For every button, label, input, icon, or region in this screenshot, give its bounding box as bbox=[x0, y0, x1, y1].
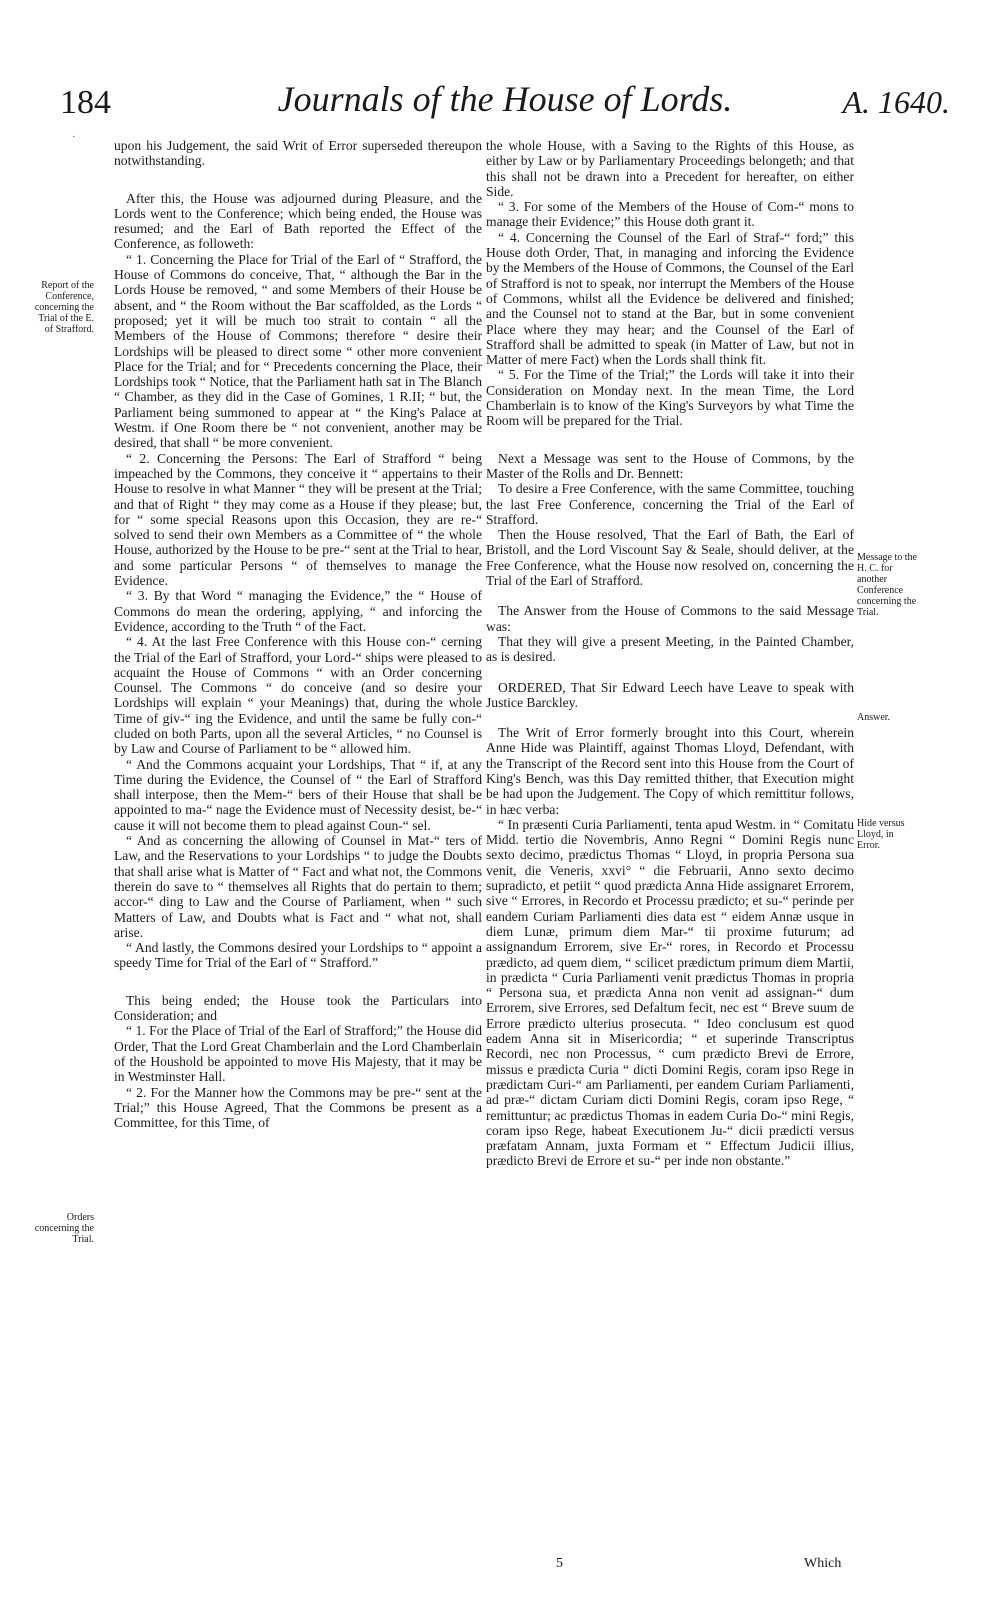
paragraph: After this, the House was adjourned during Pleasure, and the Lords went to the Conference; which being ended, the House was resumed; and the Earl of Bath reported the Effect of the Conference, as followeth: bbox=[114, 190, 482, 252]
paragraph: The Writ of Error formerly brought into this Court, wherein Anne Hide was Plaintiff, against Thomas Lloyd, Defendant, with the Transcript of the Record sent into this House from the Court of King's Bench, was this Day remitted thither, that Execution might be had upon the Judgement. The Copy of which remittitur follows, in hæc verba: bbox=[486, 725, 854, 817]
paragraph: “ 1. Concerning the Place for Trial of the Earl of “ Strafford, the House of Commons do conceive, That, “ although the Bar in the Lords House be removed, “ and some Members of their House be absent, and “ the Room without the Bar scaffolded, as the Lords “ proposed; yet it will be much too strait to contain “ all the Members of the House of Commons; therefore “ desire their Lordships will be pleased to direct some “ other more convenient Place for the Trial; and for “ Precedents concerning the Place, their Lordships took “ Notice, that the Parliament hath sat in The Blanch “ Chamber, as they did in the Case of Gomines, 1 R.II; “ but, the Parliament being summoned to appear at “ the King's Palace at Westm. if One Room there be “ not convenient, another may be desired, that shall “ be more convenient. bbox=[114, 251, 482, 451]
paragraph: “ 4. At the last Free Conference with this House con-“ cerning the Trial of the Earl of Strafford, your Lord-“ ships were pleased to acquaint the House of Commons “ with an Order concerning Counsel. The Commons “ do conceive (and so desire your Lordships will explain “ your Meanings) that, during the whole Time of giv-“ ing the Evidence, and until the same be fully con-“ cluded on both Parts, upon all the several Articles, “ no Counsel is by Law and Course of Parliament to be “ allowed him. bbox=[114, 634, 482, 757]
paragraph: upon his Judgement, the said Writ of Error superseded thereupon notwithstanding. bbox=[114, 138, 482, 169]
dot-mark: · bbox=[72, 132, 76, 143]
right-column bbox=[486, 138, 854, 1169]
margin-note-message: Message to the H. C. for another Conference concerning the Trial. bbox=[857, 552, 917, 618]
paragraph: “ 3. By that Word “ managing the Evidence,” the “ House of Commons do mean the ordering, applying, “ and inforcing the Evidence, according to the Truth “ of the Fact. bbox=[114, 588, 482, 634]
page-year: A. 1640. bbox=[842, 84, 950, 120]
margin-note-hide: Hide versus Lloyd, in Error. bbox=[857, 818, 905, 851]
paragraph: “ And lastly, the Commons desired your Lordships to “ appoint a speedy Time for Trial of the Earl of “ Strafford.” bbox=[114, 940, 482, 971]
paragraph: “ And the Commons acquaint your Lordships, That “ if, at any Time during the Evidence, the Counsel of “ the Earl of Strafford shall interpose, then the Mem-“ bers of their House that shall be appointed to ma-“ nage the Evidence must of Necessity desist, be-“ cause it will not become them to plead against Coun-“ sel. bbox=[114, 756, 482, 833]
paragraph: the whole House, with a Saving to the Rights of this House, as either by Law or by Parliamentary Proceedings belongeth; and that this shall not be drawn into a Precedent for hereafter, on either Side. bbox=[486, 138, 854, 199]
page-title: Journals of the House of Lords. bbox=[277, 79, 733, 119]
paragraph: Next a Message was sent to the House of Commons, by the Master of the Rolls and Dr. Bennett: bbox=[486, 450, 854, 481]
paragraph: “ In præsenti Curia Parliamenti, tenta apud Westm. in “ Comitatu Midd. tertio die Novembris, Anno Regni “ Domini Regis nunc sexto decimo, prædictus Thomas “ Lloyd, in propria Persona sua venit, die Veneris, xxvi° “ die Februarii, Anno sexto decimo supradicto, et petiit “ quod prædicta Anna Hide assignaret Errorem, sive “ Errores, in Recordo et Processu prædicto; et su-“ perinde per eandem Curiam Parliamenti dies data est “ eidem Annæ usque in diem Lunæ, primum diem Mar-“ tii proxime futurum; ad assignandum Errorem, sive Er-“ rores, in Recordo et Processu prædicto, ad quem diem, “ scilicet prædictum primum diem Martii, in prædicta “ Curia Parliamenti venit prædictus Thomas in propria “ Persona sua, et prædicta Anna non venit ad assignan-“ dum Errorem, sive Errores, sed Defaltum fecit, nec est “ Breve suum de Errore prædicto ulterius prosecuta. “ Ideo conclusum est quod eadem Anna sit in Misericordia; “ et superinde Transcriptus Recordi, nec non Processus, “ cum prædicto Brevi de Errore, missus e prædicta Curia “ dicti Domini Regis, coram ipso Rege in prædictam Curi-“ am Parliamenti, per eandem Curiam Parliamenti, ad præ-“ dictam Curiam dicti Domini Regis, coram ipso Rege, “ remittuntur; ac prædictus Thomas in eadem Curia Do-“ mini Regis, coram ipso Rege, habeat Executionem Ju-“ dicii prædicti versus præfatam Annam, juxta Formam et “ Effectum Judicii illius, prædicto Brevi de Errore et su-“ per inde non obstante.” bbox=[486, 816, 854, 1169]
paragraph: “ 4. Concerning the Counsel of the Earl of Straf-“ ford;” this House doth Order, That, in managing and inforcing the Evidence by the Members of the House of Commons, the Counsel of the Earl of Strafford is not to speak, nor interrupt the Members of the House of Commons, whilst all the Evidence be delivered and finished; and the Counsel not to stand at the Bar, but in some convenient Place where they may hear; and the Counsel of the Earl of Strafford shall be admitted to speak (in Matter of Law, but not in Matter of mere Fact) when the Lords shall think fit. bbox=[486, 229, 854, 368]
paragraph: The Answer from the House of Commons to the said Message was: bbox=[486, 603, 854, 634]
paragraph: That they will give a present Meeting, in the Painted Chamber, as is desired. bbox=[486, 633, 854, 665]
paragraph: “ 3. For some of the Members of the House of Com-“ mons to manage their Evidence;” this House doth grant it. bbox=[486, 199, 854, 230]
paragraph: “ 2. Concerning the Persons: The Earl of Strafford “ being impeached by the Commons, they conceive it “ appertains to their House to resolve in what Manner “ they will be present at the Trial; and that of Right “ they may come as a House if they please; but, for “ some special Reasons upon this Occasion, they are re-“ solved to send their own Members as a Committee of “ the whole House, authorized by the House to be pre-“ sent at the Trial to hear, and some particular Persons “ of themselves to manage the Evidence. bbox=[114, 450, 482, 589]
catchword: Which bbox=[804, 1556, 842, 1571]
paragraph: ORDERED, That Sir Edward Leech have Leave to speak with Justice Barckley. bbox=[486, 679, 854, 710]
page-header bbox=[60, 78, 950, 130]
paragraph: “ 2. For the Manner how the Commons may be pre-“ sent at the Trial;” this House Agreed, That the Commons be present as a Committee, for this Time, of bbox=[114, 1084, 482, 1131]
paragraph: “ 5. For the Time of the Trial;” the Lords will take it into their Consideration on Monday next. In the mean Time, the Lord Chamberlain is to know of the King's Surveyors by what Time the Room will be prepared for the Trial. bbox=[486, 367, 854, 429]
paragraph: “ And as concerning the allowing of Counsel in Mat-“ ters of Law, and the Reservations to your Lordships “ to judge the Doubts that shall arise what is Matter of “ Fact and what not, the Commons therein do save to “ themselves all Rights that do pertain to them; accor-“ ding to Law and the Course of Parliament, when “ such Matters of Law, and Doubts what is Fact and “ what not, shall arise. bbox=[114, 833, 482, 940]
paragraph: Then the House resolved, That the Earl of Bath, the Earl of Bristoll, and the Lord Viscount Say & Seale, should deliver, at the Free Conference, what the House now resolved on, concerning the Trial of the Earl of Strafford. bbox=[486, 527, 854, 589]
paragraph: “ 1. For the Place of Trial of the Earl of Strafford;” the House did Order, That the Lord Great Chamberlain and the Lord Chamberlain of the Houshold be appointed to move His Majesty, that it may be in Westminster Hall. bbox=[114, 1023, 482, 1085]
margin-note-orders: Orders concerning the Trial. bbox=[34, 1212, 94, 1245]
signature-mark: 5 bbox=[556, 1556, 563, 1571]
paragraph: This being ended; the House took the Particulars into Consideration; and bbox=[114, 992, 482, 1024]
paragraph: To desire a Free Conference, with the same Committee, touching the last Free Conference, concerning the Trial of the Earl of Strafford. bbox=[486, 481, 854, 527]
page-number: 184 bbox=[60, 84, 111, 121]
left-column bbox=[114, 138, 482, 1130]
margin-note-answer: Answer. bbox=[857, 712, 891, 723]
margin-note-report: Report of the Conference, concerning the Trial of the E. of Strafford. bbox=[34, 280, 94, 335]
